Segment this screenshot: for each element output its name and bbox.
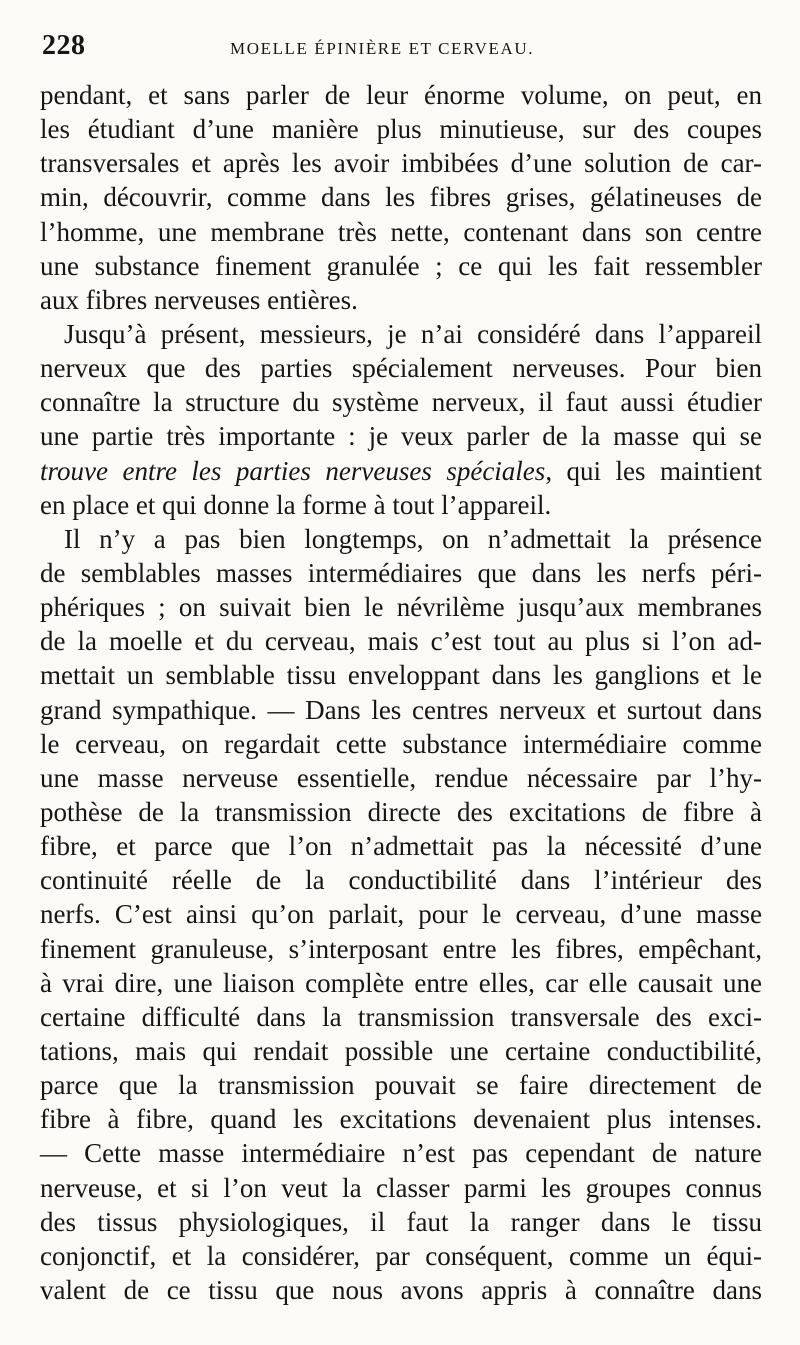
text-line: grand sympathique. — Dans les centres nerveux et surtout dans (40, 694, 762, 725)
text-line: une partie très importante : je veux parler de la masse qui se (40, 421, 762, 452)
text-line: une masse nerveuse essentielle, rendue nécessaire par l’hy- (40, 762, 762, 793)
text-line: en place et qui donne la forme à tout l’appareil. (40, 489, 552, 520)
text-line: finement granuleuse, s’interposant entre les fibres, empêchant, (40, 933, 762, 964)
text-line: certaine difficulté dans la transmission transversale des exci- (40, 1001, 762, 1032)
text-line: de semblables masses intermédiaires que dans les nerfs péri- (40, 557, 762, 588)
text-line: fibre à fibre, quand les excitations devenaient plus intenses. (40, 1104, 762, 1135)
text-line: Jusqu’à présent, messieurs, je n’ai considéré dans l’appareil (64, 318, 762, 349)
paragraph (40, 317, 762, 522)
text-line: pothèse de la transmission directe des excitations de fibre à (40, 796, 762, 827)
text-line: une substance finement granulée ; ce qui les fait ressembler (40, 250, 762, 281)
text-line: à vrai dire, une liaison complète entre elles, car elle causait une (40, 967, 762, 998)
page-number: 228 (42, 30, 86, 61)
text-line: connaître la structure du système nerveux, il faut aussi étudier (40, 387, 762, 418)
paragraph (40, 522, 762, 1307)
italic-phrase: trouve entre les parties nerveuses spéciales (40, 455, 546, 486)
text-line: parce que la transmission pouvait se faire directement de (40, 1070, 762, 1101)
text-line: — Cette masse intermédiaire n’est pas cependant de nature (40, 1138, 762, 1169)
running-title: MOELLE ÉPINIÈRE ET CERVEAU. (230, 39, 535, 58)
text-line: phériques ; on suivait bien le névrilème jusqu’aux membranes (40, 592, 762, 623)
text-line: continuité réelle de la conductibilité dans l’intérieur des (40, 865, 762, 896)
body-text (40, 78, 762, 1307)
text-run: , qui les maintient (545, 455, 762, 486)
text-line: Il n’y a pas bien longtemps, on n’admettait la présence (64, 523, 762, 554)
paragraph (40, 78, 762, 317)
text-line: de la moelle et du cerveau, mais c’est tout au plus si l’on ad- (40, 626, 762, 657)
text-line: transversales et après les avoir imbibées d’une solution de car- (40, 148, 762, 179)
text-line-mixed (40, 454, 762, 488)
text-line: le cerveau, on regardait cette substance intermédiaire comme (40, 728, 762, 759)
text-line: min, découvrir, comme dans les fibres grises, gélatineuses de (40, 182, 762, 213)
text-line: nerveuse, et si l’on veut la classer parmi les groupes connus (40, 1172, 762, 1203)
text-line: aux fibres nerveuses entières. (40, 284, 358, 315)
running-head (40, 30, 762, 70)
text-line: conjonctif, et la considérer, par conséquent, comme un équi- (40, 1240, 762, 1271)
text-line: mettait un semblable tissu enveloppant dans les ganglions et le (40, 660, 762, 691)
text-line: fibre, et parce que l’on n’admettait pas la nécessité d’une (40, 831, 762, 862)
text-line: tations, mais qui rendait possible une certaine conductibilité, (40, 1035, 762, 1066)
text-line: les étudiant d’une manière plus minutieuse, sur des coupes (40, 114, 762, 145)
text-line: nerfs. C’est ainsi qu’on parlait, pour le cerveau, d’une masse (40, 899, 762, 930)
text-line: pendant, et sans parler de leur énorme volume, on peut, en (40, 80, 762, 110)
text-line: des tissus physiologiques, il faut la ranger dans le tissu (40, 1206, 762, 1237)
text-line: valent de ce tissu que nous avons appris à connaître dans (40, 1274, 762, 1305)
text-line: nerveux que des parties spécialement nerveuses. Pour bien (40, 353, 762, 384)
text-line: l’homme, une membrane très nette, contenant dans son centre (40, 216, 762, 247)
